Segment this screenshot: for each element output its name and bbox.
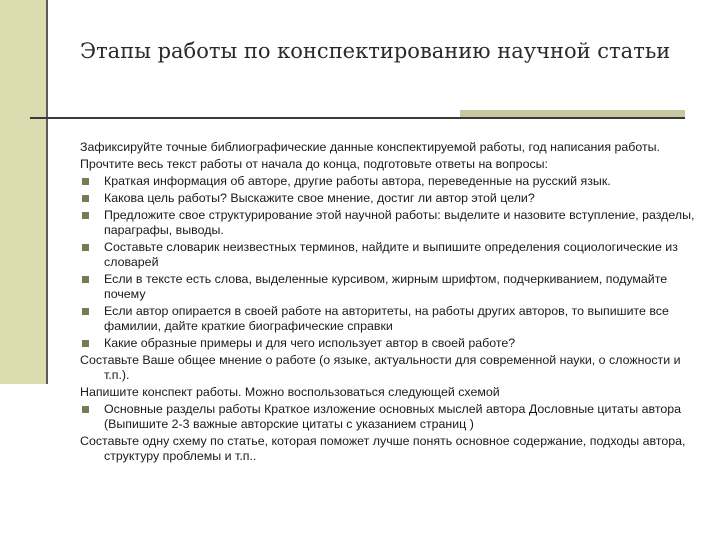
- bullet-item: [80, 174, 700, 189]
- bullet-item: [80, 272, 700, 302]
- slide-content: [80, 140, 700, 466]
- bullet-item: [80, 191, 700, 206]
- square-bullet-icon: [82, 276, 89, 283]
- bullet-text: Если в тексте есть слова, выделенные курсивом, жирным шрифтом, подчеркиванием, подумайте почему: [104, 272, 668, 301]
- paragraph: Составьте одну схему по статье, которая поможет лучше понять основное содержание, подходы автора, структуру проблемы и т.п..: [80, 434, 686, 463]
- bullet-item: [80, 304, 700, 334]
- square-bullet-icon: [82, 244, 89, 251]
- bullet-item: [80, 336, 700, 351]
- square-bullet-icon: [82, 178, 89, 185]
- bullet-item: [80, 208, 700, 238]
- bullet-text: Основные разделы работы Краткое изложение основных мыслей автора Дословные цитаты автора (Выпишите 2-3 важные авторские цитаты с указанием страниц ): [104, 402, 682, 431]
- bullet-text: Какие образные примеры и для чего использует автор в своей работе?: [104, 336, 516, 350]
- title-underline: [30, 117, 685, 119]
- bullet-text: Составьте словарик неизвестных терминов, найдите и выпишите определения социологические из словарей: [104, 240, 678, 269]
- paragraph: Зафиксируйте точные библиографические данные конспектируемой работы, год написания работы.: [80, 140, 660, 154]
- square-bullet-icon: [82, 195, 89, 202]
- paragraph: Составьте Ваше общее мнение о работе (о языке, актуальности для современной науки, о сложности и т.п.).: [80, 353, 681, 382]
- square-bullet-icon: [82, 308, 89, 315]
- square-bullet-icon: [82, 212, 89, 219]
- bullet-item: [80, 402, 700, 432]
- paragraph: Прочтите весь текст работы от начала до конца, подготовьте ответы на вопросы:: [80, 157, 548, 171]
- bullet-text: Предложите свое структурирование этой научной работы: выделите и назовите вступление, разделы, параграфы, выводы.: [104, 208, 695, 237]
- sidebar-decoration: [0, 0, 46, 384]
- slide-title: Этапы работы по конспектированию научной статьи: [80, 39, 671, 63]
- bullet-text: Краткая информация об авторе, другие работы автора, переведенные на русский язык.: [104, 174, 611, 188]
- square-bullet-icon: [82, 340, 89, 347]
- bullet-text: Если автор опирается в своей работе на авторитеты, на работы других авторов, то выпишите все фамилии, дайте краткие биографические справки: [104, 304, 669, 333]
- sidebar-divider: [46, 0, 48, 384]
- bullet-item: [80, 240, 700, 270]
- bullet-text: Какова цель работы? Выскажите свое мнение, достиг ли автор этой цели?: [104, 191, 535, 205]
- paragraph: Напишите конспект работы. Можно воспользоваться следующей схемой: [80, 385, 500, 399]
- square-bullet-icon: [82, 406, 89, 413]
